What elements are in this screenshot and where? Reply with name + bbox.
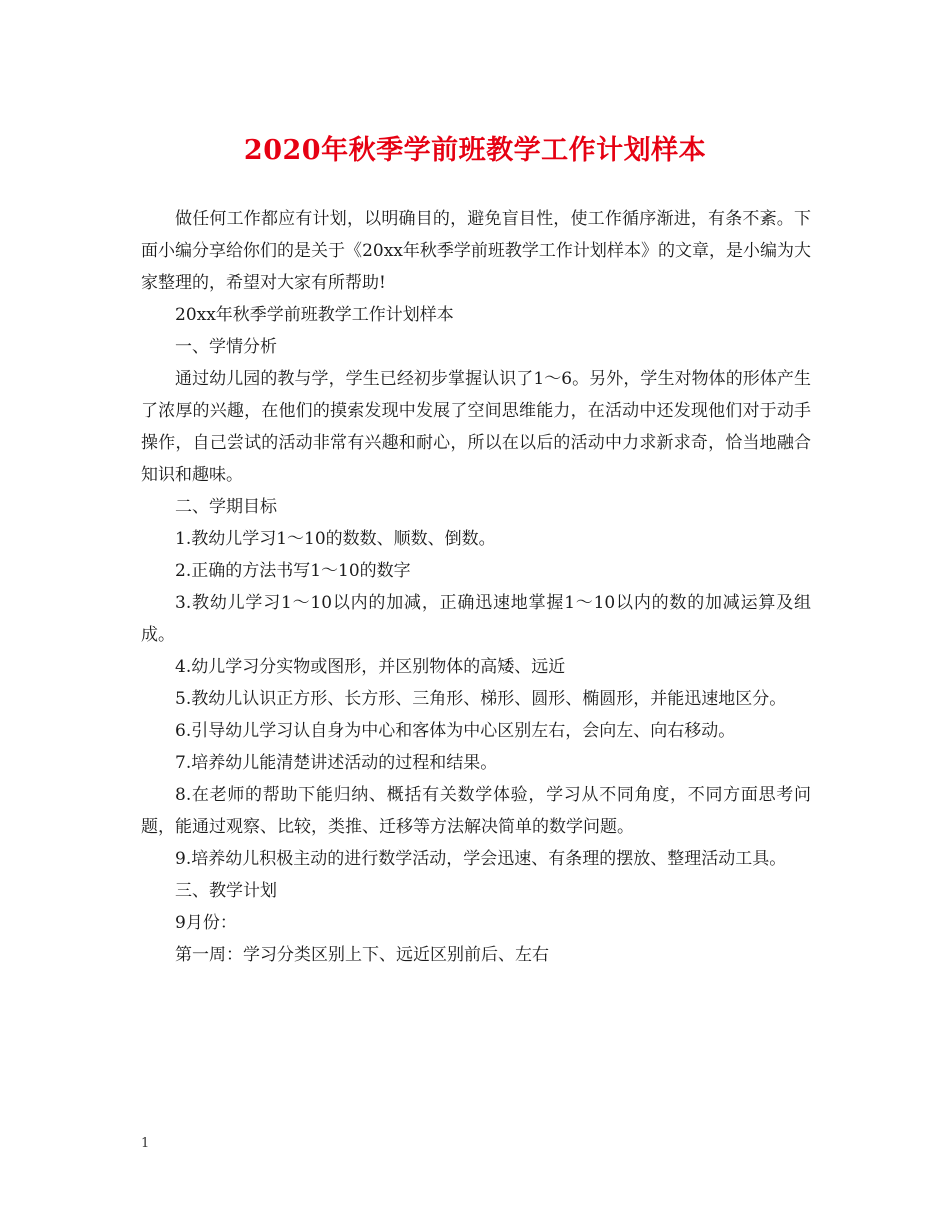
goal-item-4: 4.幼儿学习分实物或图形，并区别物体的高矮、远近 [175,657,566,677]
goal-item-6: 6.引导幼儿学习认自身为中心和客体为中心区别左右，会向左、向右移动。 [175,721,736,741]
section-heading-plan: 三、教学计划 [175,881,277,901]
document-title: 2020年秋季学前班教学工作计划样本 [243,135,707,166]
analysis-paragraph: 通过幼儿园的教与学，学生已经初步掌握认识了1～6。另外，学生对物体的形体产生了浓厚的兴趣，在他们的摸索发现中发展了空间思维能力，在活动中还发现他们对于动手操作，自己尝试的活动非常有兴趣和耐心，所以在以后的活动中力求新求奇，恰当地融合知识和趣味。 [141,369,811,485]
page-number: 1 [141,1136,150,1151]
goal-item-7: 7.培养幼儿能清楚讲述活动的过程和结果。 [175,753,498,773]
goal-item-9: 9.培养幼儿积极主动的进行数学活动，学会迅速、有条理的摆放、整理活动工具。 [175,849,787,869]
goal-item-3: 3.教幼儿学习1～10以内的加减，正确迅速地掌握1～10以内的数的加减运算及组成。 [141,593,811,645]
section-heading-analysis: 一、学情分析 [175,337,277,357]
goal-item-5: 5.教幼儿认识正方形、长方形、三角形、梯形、圆形、椭圆形，并能迅速地区分。 [175,689,787,709]
section-heading-goals: 二、学期目标 [175,497,277,517]
goal-item-1: 1.教幼儿学习1～10的数数、顺数、倒数。 [175,529,496,549]
document-body [141,203,811,971]
goal-item-8: 8.在老师的帮助下能归纳、概括有关数学体验，学习从不同角度，不同方面思考问题，能通过观察、比较，类推、迁移等方法解决简单的数学问题。 [141,785,811,837]
goal-item-2: 2.正确的方法书写1～10的数字 [175,561,411,581]
plan-week-1: 第一周：学习分类区别上下、远近区别前后、左右 [175,945,549,965]
subtitle-line: 20xx年秋季学前班教学工作计划样本 [175,305,454,325]
intro-paragraph: 做任何工作都应有计划，以明确目的，避免盲目性，使工作循序渐进，有条不紊。下面小编分享给你们的是关于《20xx年秋季学前班教学工作计划样本》的文章，是小编为大家整理的，希望对大家有所帮助! [141,209,811,293]
plan-month: 9月份： [175,913,237,933]
